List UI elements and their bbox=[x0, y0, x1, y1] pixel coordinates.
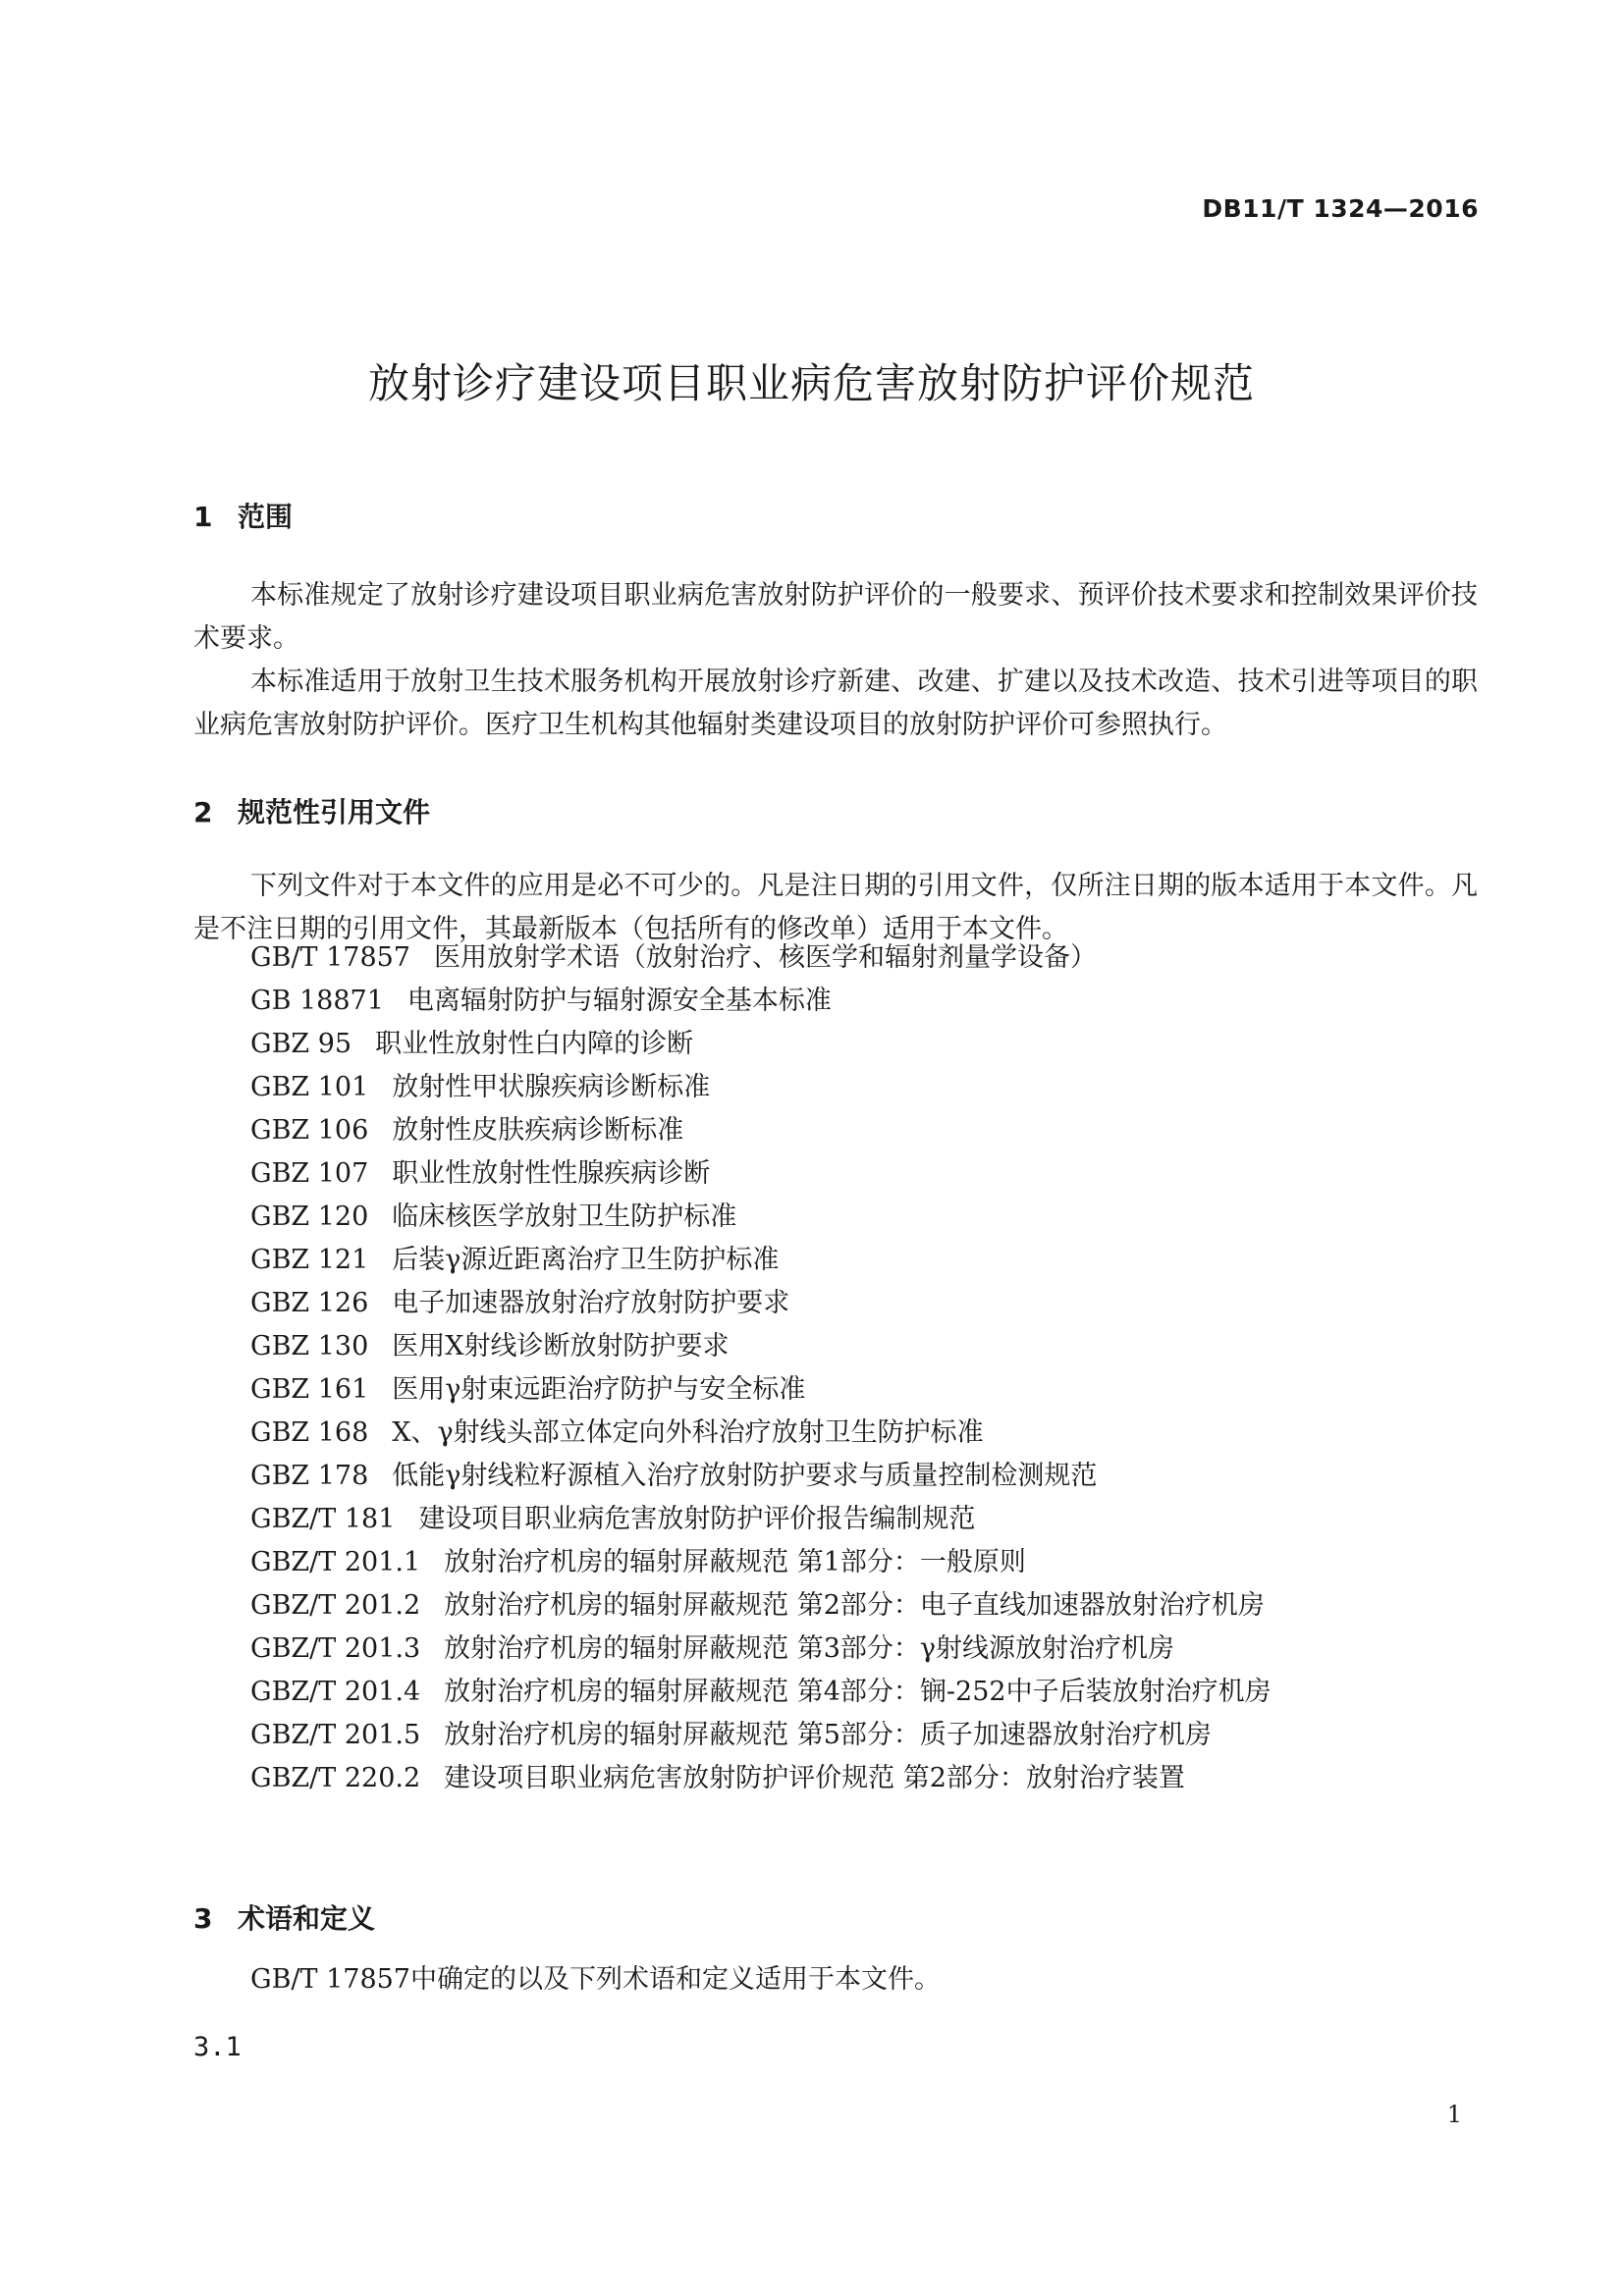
reference-title: 低能γ射线粒籽源植入治疗放射防护要求与质量控制检测规范 bbox=[392, 1461, 1098, 1491]
page-number: 1 bbox=[1446, 2101, 1462, 2128]
reference-code: GBZ/T 201.4 bbox=[250, 1677, 421, 1707]
reference-item bbox=[250, 1066, 1271, 1109]
reference-code: GBZ/T 201.1 bbox=[250, 1547, 421, 1577]
section-1-heading bbox=[193, 496, 293, 535]
reference-title: 放射性皮肤疾病诊断标准 bbox=[392, 1115, 684, 1146]
reference-item bbox=[250, 1282, 1271, 1325]
reference-item bbox=[250, 1628, 1271, 1671]
reference-title: 医用放射学术语（放射治疗、核医学和辐射剂量学设备） bbox=[434, 942, 1097, 973]
reference-code: GBZ 178 bbox=[250, 1461, 369, 1491]
reference-item bbox=[250, 1498, 1271, 1541]
document-title: 放射诊疗建设项目职业病危害放射防护评价规范 bbox=[367, 359, 1255, 407]
reference-item bbox=[250, 980, 1271, 1023]
section-title: 范围 bbox=[238, 501, 294, 533]
reference-code: GBZ/T 201.3 bbox=[250, 1633, 421, 1664]
reference-title: 医用γ射束远距治疗防护与安全标准 bbox=[392, 1374, 806, 1405]
reference-code: GBZ/T 181 bbox=[250, 1504, 396, 1534]
section-number: 3 bbox=[193, 1902, 213, 1935]
reference-title: 放射治疗机房的辐射屏蔽规范 第2部分：电子直线加速器放射治疗机房 bbox=[444, 1590, 1265, 1621]
reference-code: GB 18871 bbox=[250, 986, 384, 1016]
reference-item bbox=[250, 1757, 1271, 1800]
reference-code: GBZ 168 bbox=[250, 1417, 369, 1448]
reference-title: X、γ射线头部立体定向外科治疗放射卫生防护标准 bbox=[392, 1417, 984, 1448]
reference-item bbox=[250, 1325, 1271, 1368]
reference-code: GBZ 107 bbox=[250, 1158, 369, 1189]
reference-code: GBZ/T 201.5 bbox=[250, 1720, 421, 1750]
reference-title: 放射治疗机房的辐射屏蔽规范 第1部分：一般原则 bbox=[444, 1547, 1026, 1577]
section-1-paragraph-1: 本标准规定了放射诊疗建设项目职业病危害放射防护评价的一般要求、预评价技术要求和控制效果评价技术要求。 bbox=[193, 580, 1478, 654]
reference-item bbox=[250, 1196, 1271, 1239]
section-title: 规范性引用文件 bbox=[238, 796, 431, 828]
reference-item bbox=[250, 1671, 1271, 1714]
reference-title: 职业性放射性白内障的诊断 bbox=[375, 1029, 694, 1059]
reference-item bbox=[250, 1584, 1271, 1628]
section-3-intro: GB/T 17857中确定的以及下列术语和定义适用于本文件。 bbox=[250, 1964, 941, 1995]
reference-code: GBZ 126 bbox=[250, 1288, 369, 1318]
reference-code: GBZ 121 bbox=[250, 1245, 369, 1275]
reference-title: 医用X射线诊断放射防护要求 bbox=[392, 1331, 730, 1362]
reference-title: 电离辐射防护与辐射源安全基本标准 bbox=[406, 986, 832, 1016]
reference-item bbox=[250, 936, 1271, 980]
reference-title: 建设项目职业病危害放射防护评价报告编制规范 bbox=[418, 1504, 976, 1534]
reference-item bbox=[250, 1023, 1271, 1066]
reference-item bbox=[250, 1152, 1271, 1196]
reference-title: 放射治疗机房的辐射屏蔽规范 第3部分：γ射线源放射治疗机房 bbox=[444, 1633, 1175, 1664]
reference-code: GBZ/T 201.2 bbox=[250, 1590, 421, 1621]
reference-title: 后装γ源近距离治疗卫生防护标准 bbox=[392, 1245, 780, 1275]
section-3-heading bbox=[193, 1897, 375, 1937]
reference-item bbox=[250, 1714, 1271, 1757]
section-number: 1 bbox=[193, 501, 213, 533]
reference-code: GBZ 106 bbox=[250, 1115, 369, 1146]
reference-title: 建设项目职业病危害放射防护评价规范 第2部分：放射治疗装置 bbox=[444, 1763, 1185, 1793]
reference-code: GBZ 95 bbox=[250, 1029, 352, 1059]
reference-item bbox=[250, 1239, 1271, 1282]
section-2-heading bbox=[193, 791, 430, 830]
reference-title: 临床核医学放射卫生防护标准 bbox=[392, 1201, 737, 1232]
document-code: DB11/T 1324—2016 bbox=[1202, 194, 1479, 223]
subsection-number: 3.1 bbox=[193, 2032, 242, 2062]
reference-code: GBZ 161 bbox=[250, 1374, 369, 1405]
reference-item bbox=[250, 1455, 1271, 1498]
reference-code: GBZ/T 220.2 bbox=[250, 1763, 421, 1793]
reference-code: GBZ 120 bbox=[250, 1201, 369, 1232]
reference-item bbox=[250, 1368, 1271, 1412]
reference-code: GBZ 130 bbox=[250, 1331, 369, 1362]
reference-code: GBZ 101 bbox=[250, 1072, 369, 1102]
reference-item bbox=[250, 1541, 1271, 1584]
section-title: 术语和定义 bbox=[238, 1902, 376, 1935]
reference-title: 放射性甲状腺疾病诊断标准 bbox=[392, 1072, 711, 1102]
reference-title: 放射治疗机房的辐射屏蔽规范 第5部分：质子加速器放射治疗机房 bbox=[444, 1720, 1212, 1750]
section-2-intro: 下列文件对于本文件的应用是必不可少的。凡是注日期的引用文件，仅所注日期的版本适用于本文件。凡是不注日期的引用文件，其最新版本（包括所有的修改单）适用于本文件。 bbox=[193, 871, 1478, 944]
reference-title: 职业性放射性性腺疾病诊断 bbox=[392, 1158, 711, 1189]
normative-references-list bbox=[250, 936, 1271, 1800]
section-number: 2 bbox=[193, 796, 213, 828]
reference-item bbox=[250, 1109, 1271, 1152]
reference-title: 放射治疗机房的辐射屏蔽规范 第4部分：锎-252中子后装放射治疗机房 bbox=[444, 1677, 1271, 1707]
reference-title: 电子加速器放射治疗放射防护要求 bbox=[392, 1288, 790, 1318]
reference-code: GB/T 17857 bbox=[250, 942, 410, 973]
section-1-paragraph-2: 本标准适用于放射卫生技术服务机构开展放射诊疗新建、改建、扩建以及技术改造、技术引进等项目的职业病危害放射防护评价。医疗卫生机构其他辐射类建设项目的放射防护评价可参照执行。 bbox=[193, 667, 1478, 740]
reference-item bbox=[250, 1412, 1271, 1455]
